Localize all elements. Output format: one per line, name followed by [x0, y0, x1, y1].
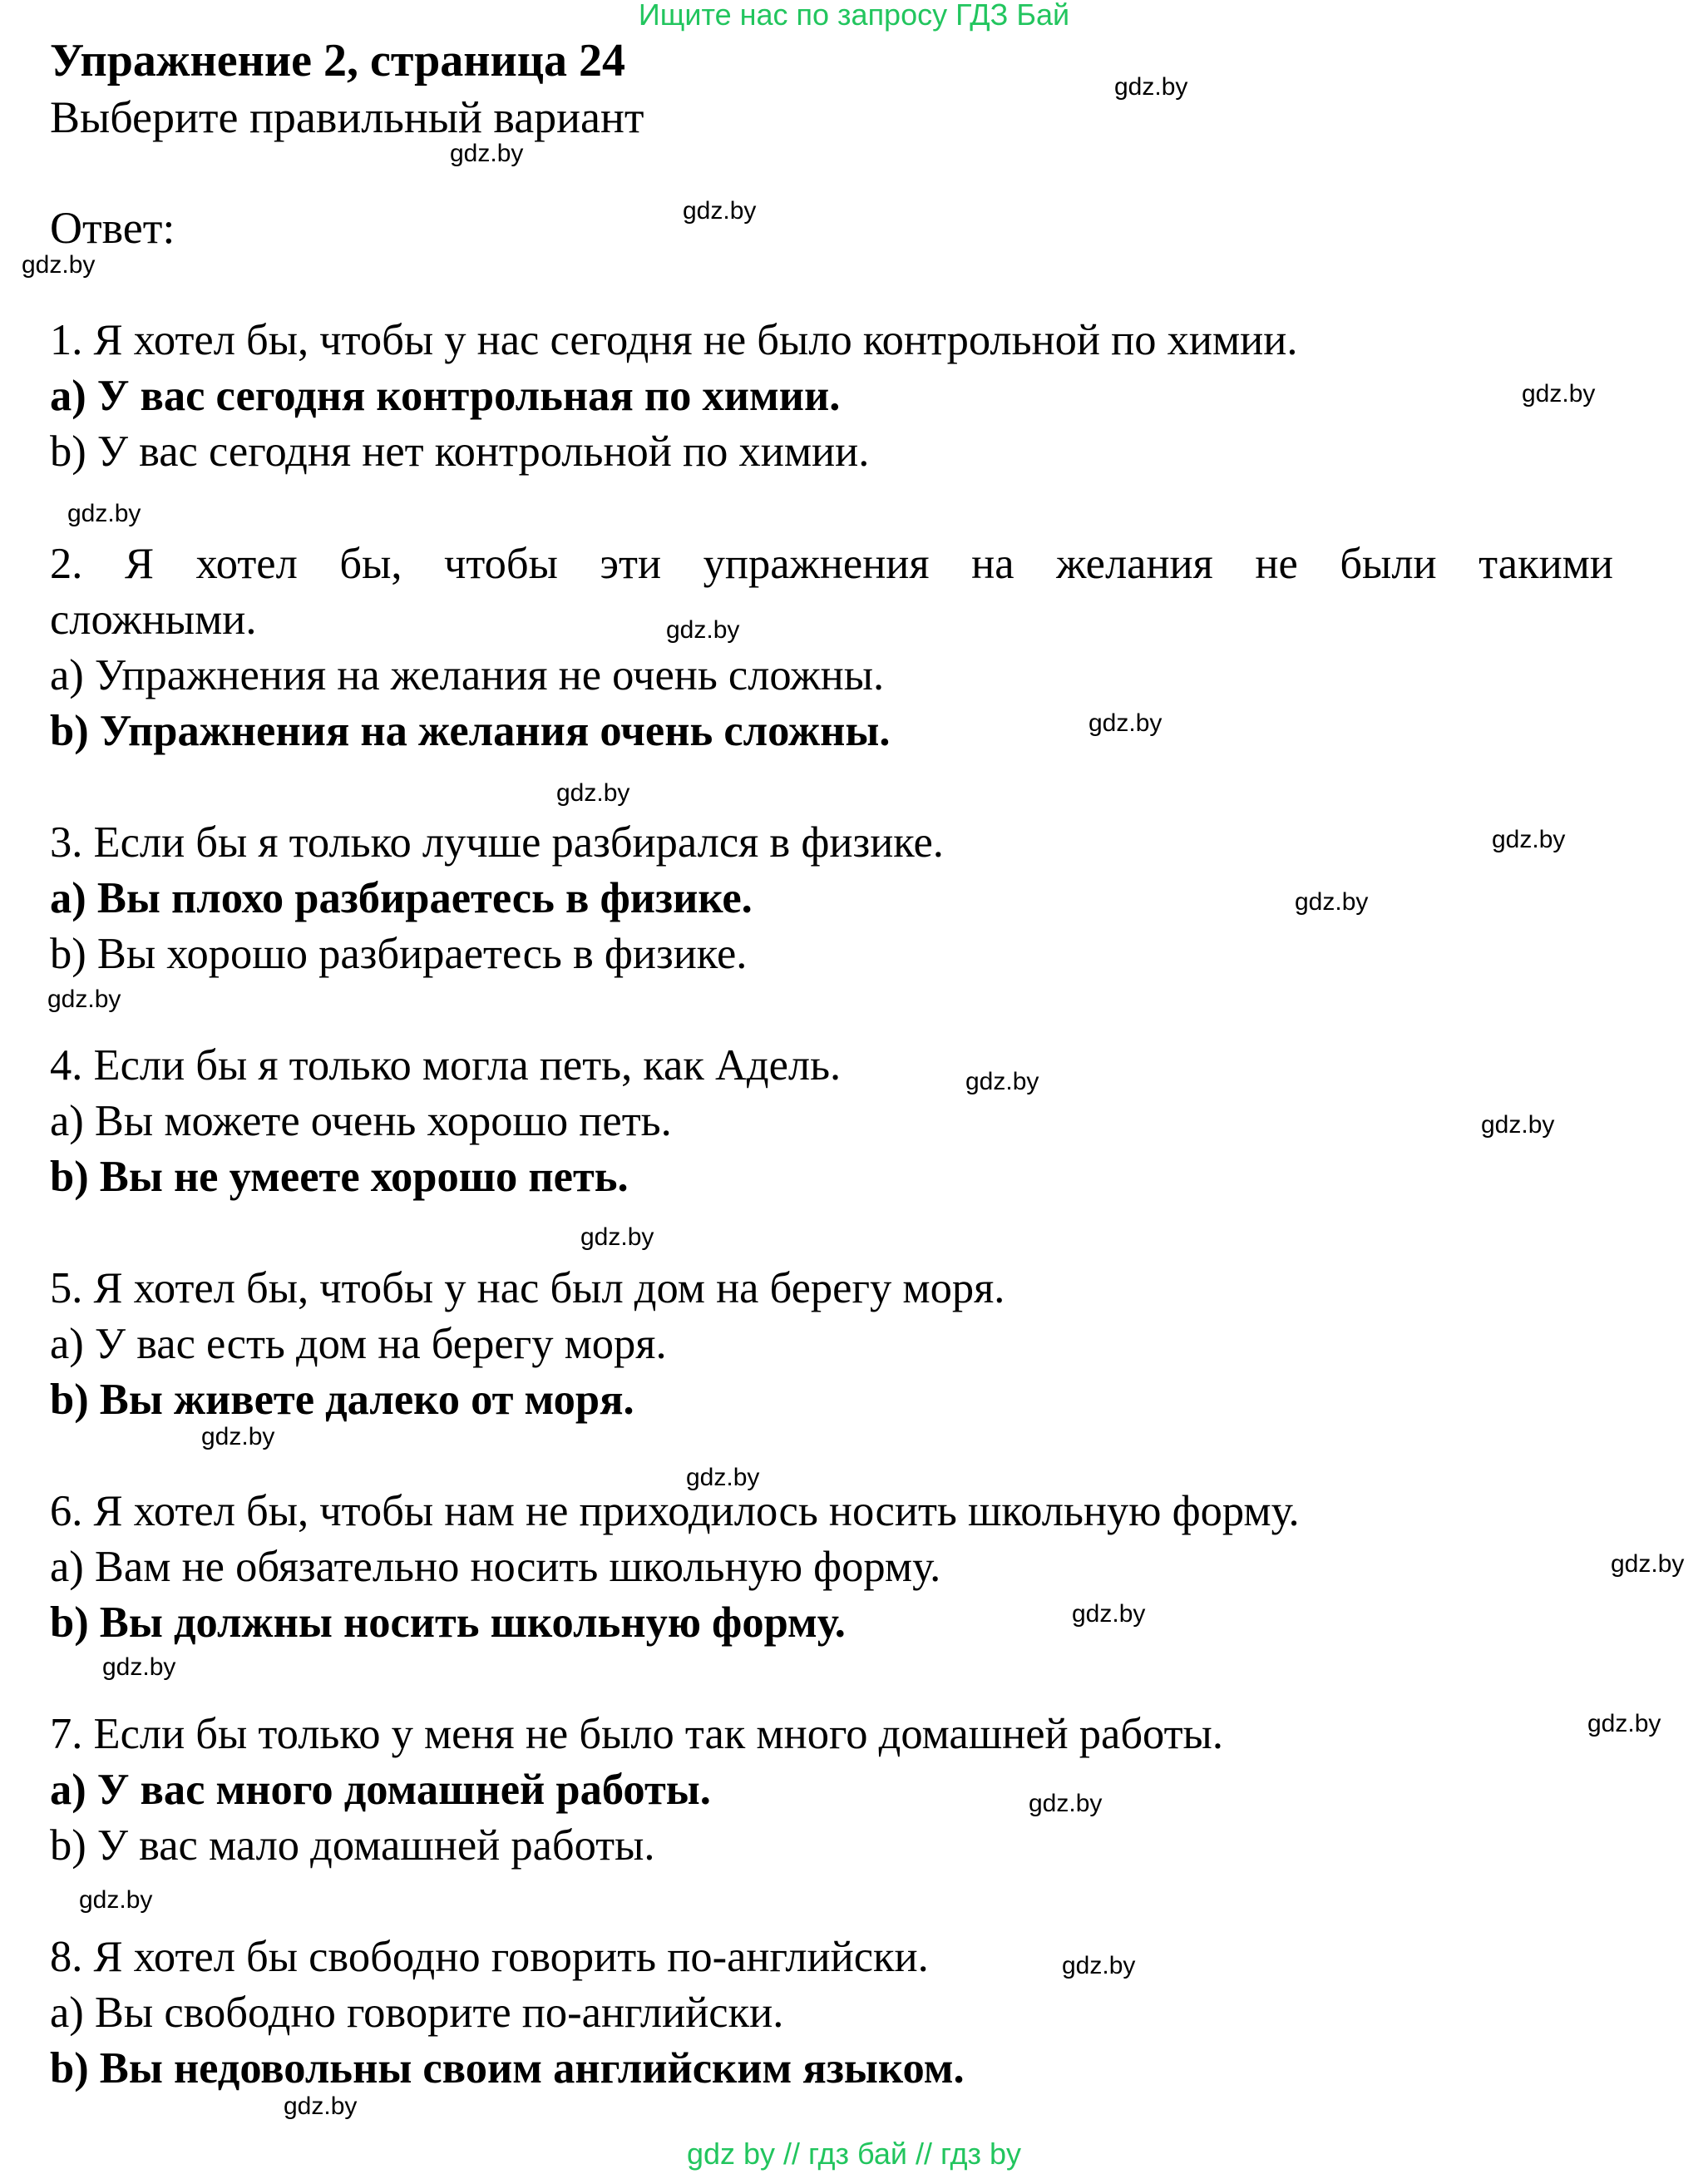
watermark: gdz.by	[47, 986, 121, 1013]
watermark: gdz.by	[201, 1423, 275, 1450]
watermark: gdz.by	[1522, 380, 1596, 408]
question-6-option-a: а) Вам не обязательно носить школьную форму.	[50, 1543, 941, 1591]
watermark: gdz.by	[580, 1223, 654, 1251]
watermark: gdz.by	[102, 1653, 176, 1681]
watermark: gdz.by	[683, 197, 757, 225]
watermark: gdz.by	[22, 251, 96, 279]
question-1-option-a: а) У вас сегодня контрольная по химии.	[50, 372, 841, 420]
question-5-option-b: b) Вы живете далеко от моря.	[50, 1376, 634, 1424]
watermark: gdz.by	[284, 2092, 358, 2120]
question-8-option-b: b) Вы недовольны своим английским языком.	[50, 2044, 965, 2092]
watermark: gdz.by	[556, 779, 630, 807]
question-7-prompt: 7. Если бы только у меня не было так много домашней работы.	[50, 1710, 1223, 1758]
watermark: gdz.by	[1072, 1600, 1146, 1628]
task-instruction: Выберите правильный вариант	[50, 92, 644, 142]
question-5-option-a: а) У вас есть дом на берегу моря.	[50, 1320, 667, 1368]
watermark: gdz.by	[1481, 1111, 1555, 1139]
watermark: gdz.by	[1587, 1710, 1661, 1737]
watermark: gdz.by	[450, 140, 524, 167]
question-1-prompt: 1. Я хотел бы, чтобы у нас сегодня не было контрольной по химии.	[50, 316, 1298, 364]
question-6-option-b: b) Вы должны носить школьную форму.	[50, 1598, 846, 1647]
question-6-prompt: 6. Я хотел бы, чтобы нам не приходилось носить школьную форму.	[50, 1487, 1300, 1535]
question-2-prompt-line1: 2. Я хотел бы, чтобы эти упражнения на желания не были такими	[50, 540, 1613, 588]
question-5-prompt: 5. Я хотел бы, чтобы у нас был дом на берегу моря.	[50, 1264, 1005, 1312]
question-2-prompt-line2: сложными.	[50, 595, 257, 644]
watermark: gdz.by	[965, 1068, 1039, 1095]
question-2-option-b: b) Упражнения на желания очень сложны.	[50, 707, 891, 755]
watermark: gdz.by	[1088, 709, 1163, 737]
question-4-option-b: b) Вы не умеете хорошо петь.	[50, 1153, 629, 1201]
question-3-option-b: b) Вы хорошо разбираетесь в физике.	[50, 930, 748, 978]
search-banner: Ищите нас по запросу ГДЗ Бай	[638, 0, 1070, 32]
question-3-option-a: а) Вы плохо разбираетесь в физике.	[50, 874, 753, 922]
question-7-option-b: b) У вас мало домашней работы.	[50, 1821, 655, 1870]
question-8-option-a: а) Вы свободно говорите по-английски.	[50, 1989, 784, 2037]
watermark: gdz.by	[1062, 1952, 1136, 1979]
watermark: gdz.by	[1029, 1790, 1103, 1817]
watermark: gdz.by	[686, 1464, 760, 1491]
watermark: gdz.by	[666, 616, 740, 644]
answer-label: Ответ:	[50, 203, 175, 253]
page-title: Упражнение 2, страница 24	[50, 35, 626, 86]
watermark: gdz.by	[1114, 73, 1188, 101]
question-3-prompt: 3. Если бы я только лучше разбирался в физике.	[50, 818, 944, 867]
question-7-option-a: а) У вас много домашней работы.	[50, 1766, 711, 1814]
question-1-option-b: b) У вас сегодня нет контрольной по химии.	[50, 427, 870, 476]
question-4-prompt: 4. Если бы я только могла петь, как Адель.	[50, 1041, 842, 1089]
question-8-prompt: 8. Я хотел бы свободно говорить по-английски.	[50, 1933, 929, 1981]
watermark: gdz.by	[79, 1886, 153, 1914]
watermark: gdz.by	[1492, 826, 1566, 853]
watermark: gdz.by	[1295, 888, 1369, 916]
footer-links: gdz by // гдз бай // гдз by	[686, 2137, 1022, 2171]
watermark: gdz.by	[67, 500, 141, 527]
question-2-option-a: а) Упражнения на желания не очень сложны.	[50, 651, 885, 699]
watermark: gdz.by	[1611, 1550, 1685, 1578]
question-4-option-a: а) Вы можете очень хорошо петь.	[50, 1097, 672, 1145]
